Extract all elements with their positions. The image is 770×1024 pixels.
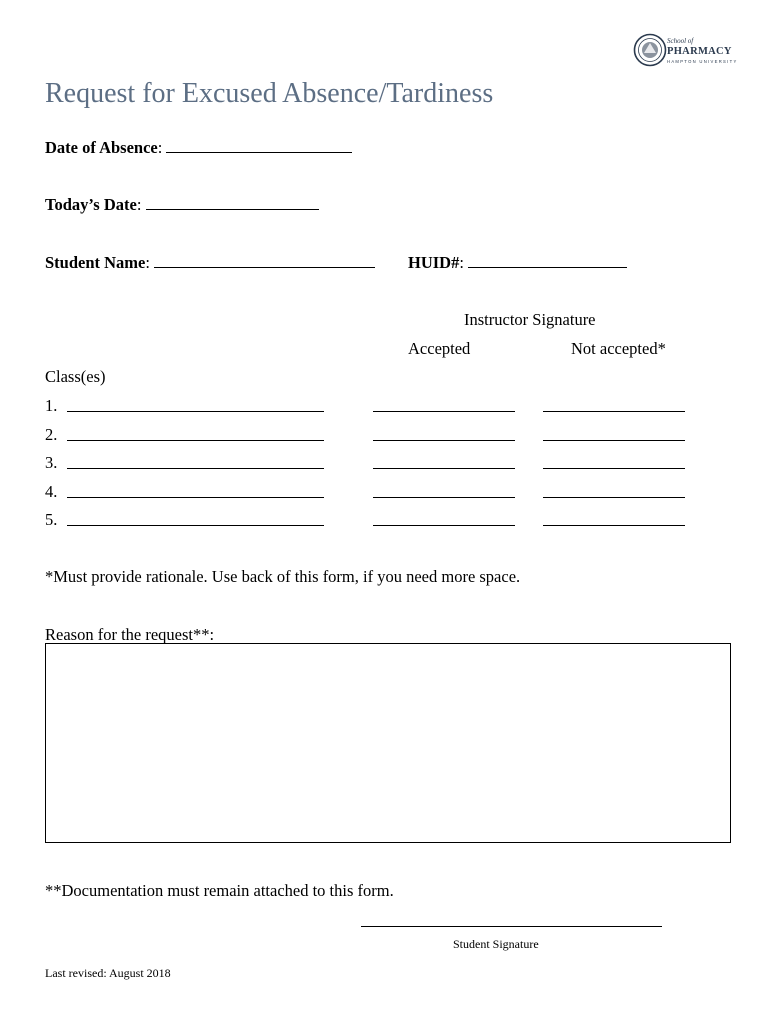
date-of-absence-row — [45, 138, 352, 158]
not-accepted-heading: Not accepted* — [571, 339, 666, 358]
reason-textarea[interactable] — [45, 643, 731, 843]
last-revised: Last revised: August 2018 — [45, 966, 171, 980]
class-name-field[interactable] — [67, 497, 324, 498]
huid-row — [408, 253, 627, 273]
logo-school-of: School of — [667, 37, 694, 45]
colon: : — [145, 253, 150, 272]
university-seal-icon — [633, 33, 667, 67]
logo-pharmacy: PHARMACY — [667, 46, 732, 57]
not-accepted-signature-field[interactable] — [543, 497, 685, 498]
logo-university: HAMPTON UNIVERSITY — [667, 59, 738, 64]
accepted-signature-field[interactable] — [373, 440, 515, 441]
reason-label: Reason for the request**: — [45, 625, 215, 644]
todays-date-row — [45, 195, 319, 215]
huid-field[interactable] — [468, 253, 627, 268]
classes-label: Class(es) — [45, 367, 106, 386]
accepted-signature-field[interactable] — [373, 497, 515, 498]
not-accepted-signature-field[interactable] — [543, 411, 685, 412]
class-row-4 — [45, 482, 67, 502]
class-row-number: 2. — [45, 425, 58, 444]
not-accepted-signature-field[interactable] — [543, 525, 685, 526]
class-name-field[interactable] — [67, 525, 324, 526]
class-row-1 — [45, 396, 67, 416]
not-accepted-signature-field[interactable] — [543, 440, 685, 441]
accepted-signature-field[interactable] — [373, 411, 515, 412]
colon: : — [157, 138, 163, 157]
class-name-field[interactable] — [67, 468, 324, 469]
class-row-5 — [45, 510, 67, 530]
class-row-number: 3. — [45, 453, 58, 472]
class-row-number: 5. — [45, 510, 58, 529]
date-of-absence-label: Date of Absence — [45, 138, 158, 157]
documentation-note: **Documentation must remain attached to this form. — [45, 881, 394, 900]
class-row-number: 1. — [45, 396, 58, 415]
class-row-2 — [45, 425, 67, 445]
colon: : — [136, 195, 142, 214]
student-name-label: Student Name — [45, 253, 146, 272]
student-name-field[interactable] — [154, 253, 375, 268]
date-of-absence-field[interactable] — [166, 138, 352, 153]
class-row-number: 4. — [45, 482, 58, 501]
accepted-signature-field[interactable] — [373, 525, 515, 526]
school-logo — [633, 33, 738, 73]
student-signature-label: Student Signature — [453, 937, 539, 951]
huid-label: HUID# — [408, 253, 460, 272]
student-name-row — [45, 253, 375, 273]
student-signature-field[interactable] — [361, 926, 662, 927]
class-name-field[interactable] — [67, 411, 324, 412]
not-accepted-signature-field[interactable] — [543, 468, 685, 469]
accepted-heading: Accepted — [408, 339, 471, 358]
class-name-field[interactable] — [67, 440, 324, 441]
instructor-signature-heading: Instructor Signature — [464, 310, 596, 329]
todays-date-label: Today’s Date — [45, 195, 137, 214]
class-row-3 — [45, 453, 67, 473]
accepted-signature-field[interactable] — [373, 468, 515, 469]
page-title: Request for Excused Absence/Tardiness — [45, 78, 494, 109]
colon: : — [459, 253, 464, 272]
todays-date-field[interactable] — [146, 195, 319, 210]
rationale-note: *Must provide rationale. Use back of this form, if you need more space. — [45, 567, 521, 586]
